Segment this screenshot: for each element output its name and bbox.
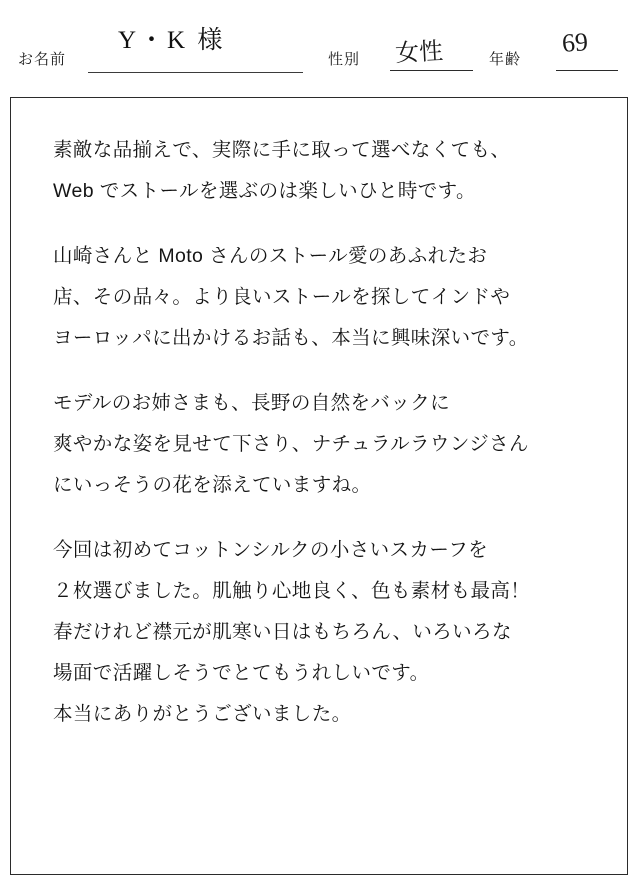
comment-line: モデルのお姉さまも、長野の自然をバックに	[53, 392, 451, 414]
comment-paragraph	[53, 530, 599, 735]
comment-line: Web でストールを選ぶのは楽しいひと時です。	[53, 180, 476, 202]
comment-box	[10, 97, 628, 875]
comment-line: 今回は初めてコットンシルクの小さいスカーフを	[53, 539, 489, 561]
comment-line: ヨーロッパに出かけるお話も、本当に興味深いです。	[53, 327, 529, 349]
comment-line: ２枚選びました。肌触り心地良く、色も素材も最高！	[53, 580, 531, 602]
comment-text	[53, 130, 599, 735]
age-label: 年齢	[489, 51, 522, 68]
age-underline	[556, 70, 618, 71]
comment-paragraph	[53, 130, 599, 212]
comment-paragraph	[53, 236, 599, 359]
comment-line: にいっそうの花を添えていますね。	[53, 474, 372, 496]
comment-line: 本当にありがとうございました。	[53, 703, 352, 725]
age-value: 69	[560, 27, 589, 58]
comment-line: 店、その品々。より良いストールを探してインドや	[53, 286, 511, 308]
comment-line: 素敵な品揃えで、実際に手に取って選べなくても、	[53, 139, 511, 161]
comment-line: 春だけれど襟元が肌寒い日はもちろん、いろいろな	[53, 621, 512, 643]
comment-paragraph	[53, 383, 599, 506]
comment-line: 場面で活躍しそうでとてもうれしいです。	[53, 662, 430, 684]
name-underline	[88, 72, 303, 73]
comment-line: 山崎さんと Moto さんのストール愛のあふれたお	[53, 245, 488, 267]
gender-label: 性別	[328, 51, 361, 68]
name-label: お名前	[18, 51, 67, 68]
comment-line: 爽やかな姿を見せて下さり、ナチュラルラウンジさん	[53, 433, 529, 455]
gender-value: 女性	[394, 38, 444, 68]
name-value: Y・K 様	[118, 27, 226, 54]
gender-underline	[390, 70, 473, 71]
respondent-header	[0, 0, 640, 92]
